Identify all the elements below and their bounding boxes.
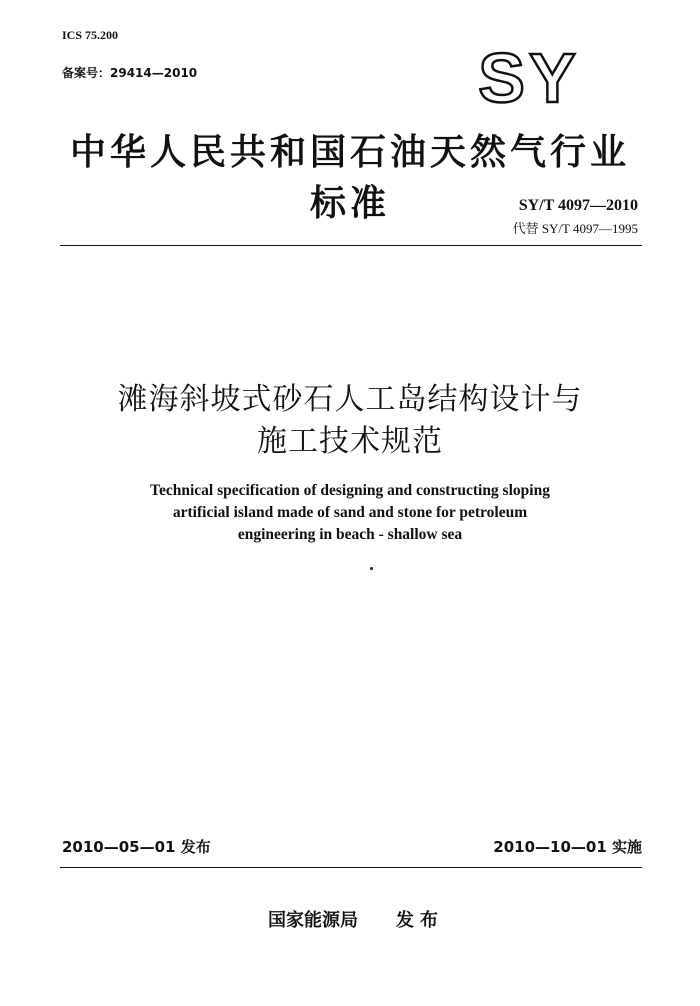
stray-dot [370, 567, 373, 570]
chinese-title-line-2: 施工技术规范 [257, 424, 443, 459]
top-divider [60, 245, 642, 246]
english-title-line: artificial island made of sand and stone for petroleum [172, 504, 528, 521]
english-title [60, 480, 640, 546]
chinese-title-line-1: 滩海斜坡式砂石人工岛结构设计与 [117, 382, 583, 417]
standard-code: SY/T 4097—2010 [518, 197, 638, 214]
replaced-standard: 代替 SY/T 4097—1995 [512, 221, 638, 236]
publish-date: 2010—05—01 发布 [62, 838, 211, 856]
bottom-divider [60, 867, 642, 868]
issuing-authority: 国家能源局 [268, 910, 358, 931]
issuing-category-title: 中华人民共和国石油天然气行业标准 [69, 132, 630, 224]
sy-logo [462, 40, 596, 112]
issued-label: 发布 [396, 910, 444, 931]
implement-date: 2010—10—01 实施 [493, 838, 642, 856]
english-title-line: Technical specification of designing and constructing sloping [150, 482, 550, 499]
record-number: 备案号：29414—2010 [62, 66, 198, 80]
english-title-line: engineering in beach - shallow sea [237, 526, 463, 543]
logo-text: SY [478, 40, 580, 112]
ics-number: ICS 75.200 [62, 28, 119, 42]
